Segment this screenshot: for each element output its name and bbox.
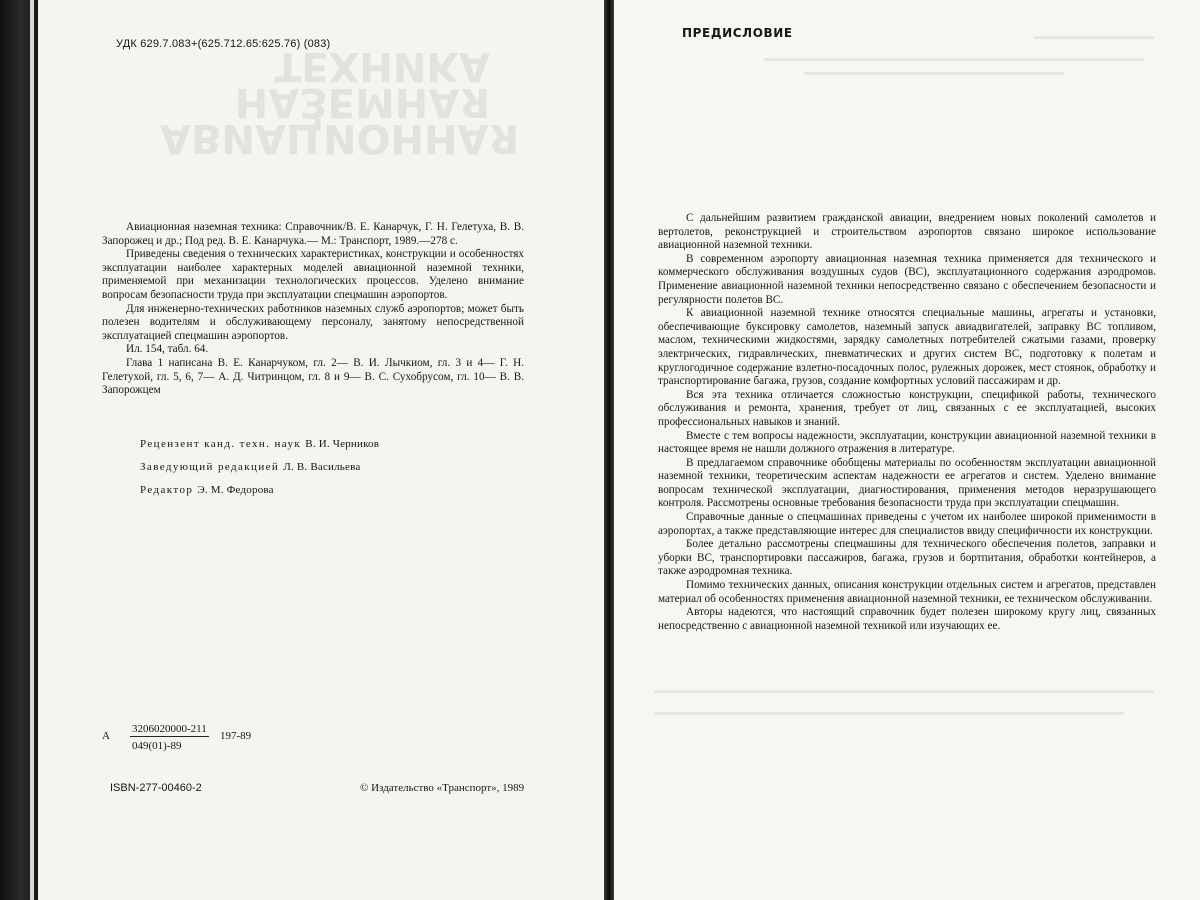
preface-paragraph: Вся эта техника отличается сложностью конструкции, спецификой работы, технического обслуживания и ремонта, хранения, требует от лиц, связанных с ее эксплуатацией, высоких профессиональных навыков и знаний. — [658, 388, 1156, 428]
show-through-line — [654, 690, 1154, 693]
show-through-line — [654, 712, 1124, 715]
show-through-line — [764, 58, 1144, 61]
page-stack-edge — [30, 0, 34, 900]
annotation-citation: Авиационная наземная техника: Справочник/В. Е. Канарчук, Г. Н. Гелетуха, В. В. Запорожец и др.; Под ред. В. Е. Канарчука.— М.: Транспорт, 1989.—278 с. — [102, 221, 524, 247]
catalog-suffix: 197-89 — [220, 730, 252, 742]
catalog-numerator: 3206020000-211 — [132, 723, 207, 735]
credit-managing-editor — [140, 461, 360, 473]
preface-heading: ПРЕДИСЛОВИЕ — [682, 26, 793, 40]
bibliographic-annotation — [102, 221, 524, 398]
credit-reviewer — [140, 438, 379, 450]
annotation-summary: Приведены сведения о технических характеристиках, конструкции и особенностях эксплуатации наиболее характерных моделей авиационной наземной техники, применяемой при механизации технологических процессов. Уделено внимание вопросам безопасности труда при эксплуатации спецмашин аэропортов. — [102, 248, 524, 301]
annotation-authorship: Глава 1 написана В. Е. Канарчуком, гл. 2— В. И. Лычкиом, гл. 3 и 4— Г. Н. Гелетухой, гл. 5, 6, 7— А. Д. Читринцом, гл. 8 и 9— В. С. Сухобрусом, гл. 10— В. В. Запорожцем — [102, 356, 524, 397]
preface-paragraph: Авторы надеются, что настоящий справочник будет полезен широкому кругу лиц, связанных непосредственно с авиационной наземной техникой или изучающих ее. — [658, 606, 1156, 632]
preface-paragraph: С дальнейшим развитием гражданской авиации, внедрением новых поколений самолетов и вертолетов, реконструкцией и строительством аэропортов связано широкое использование авиационной наземной техники. — [658, 212, 1156, 252]
annotation-audience: Для инженерно-технических работников наземных служб аэропортов; может быть полезен водителям и обслуживающему персоналу, занятому непосредственной эксплуатацией спецмашин аэропортов. — [102, 302, 524, 342]
credit-role: Редактор — [140, 484, 194, 496]
copyright-notice: © Издательство «Транспорт», 1989 — [360, 782, 525, 794]
left-page — [38, 0, 604, 900]
isbn: ISBN-277-00460-2 — [110, 782, 202, 794]
catalog-letter: А — [102, 730, 110, 742]
show-through-cover-title: АВИАЦИОННАЯ НАЗЕМНАЯ ТЕХНИКА — [160, 43, 520, 161]
show-through-line — [1034, 36, 1154, 39]
book-spine — [604, 0, 614, 900]
credit-role: Рецензент канд. техн. наук — [140, 438, 302, 450]
preface-paragraph: Помимо технических данных, описания конструкции отдельных систем и агрегатов, представлен материал об особенностях применения авиационной наземной техники, ее техническом обслуживании. — [658, 579, 1156, 605]
preface-paragraph: В предлагаемом справочнике обобщены материалы по особенностям эксплуатации авиационной наземной техники, теоретическим аспектам надежности ее агрегатов и систем. Уделено внимание вопросам технической эксплуатации, диагностирования, применения методов неразрушающего контроля. Рассмотрены основные требования безопасности труда при эксплуатации спецмашин. — [658, 456, 1156, 510]
catalog-denominator: 049(01)-89 — [132, 740, 182, 752]
preface-paragraph: В современном аэропорту авиационная наземная техника применяется для технического и коммерческого обслуживания воздушных судов (ВС), эксплуатационного содержания аэродромов. Применение авиационной наземной техники непосредственно связано с обеспечением безопасности и регулярности полетов ВС. — [658, 252, 1156, 306]
preface-body — [658, 212, 1156, 633]
preface-paragraph: Справочные данные о спецмашинах приведены с учетом их наиболее широкой применимости в аэропортах, а также представляющие интерес для специалистов ввиду специфичности их конструкции. — [658, 511, 1156, 537]
right-page — [614, 0, 1200, 900]
preface-paragraph: Более детально рассмотрены спецмашины для технического обеспечения полетов, заправки и уборки ВС, транспортировки пассажиров, багажа, грузов и бортпитания, обработки контейнеров, а также аэродромная техника. — [658, 538, 1156, 578]
credit-name: Э. М. Федорова — [197, 484, 274, 496]
credit-role: Заведующий редакцией — [140, 461, 280, 473]
credit-name: В. И. Черников — [305, 438, 380, 450]
show-through-line — [804, 72, 1064, 75]
credit-name: Л. В. Васильева — [283, 461, 361, 473]
udk-code: УДК 629.7.083+(625.712.65:625.76) (083) — [116, 38, 331, 50]
preface-paragraph: Вместе с тем вопросы надежности, эксплуатации, конструкции авиационной наземной техники в настоящее время не нашли должного отражения в литературе. — [658, 429, 1156, 456]
credit-editor — [140, 484, 274, 496]
annotation-figures: Ил. 154, табл. 64. — [126, 343, 209, 356]
preface-paragraph: К авиационной наземной технике относятся специальные машины, агрегаты и установки, обеспечивающие буксировку самолетов, наземный запуск авиадвигателей, заправку ВС топливом, маслом, техническими жидкостями, зарядку самолетных потребителей сжатыми газами, проверку электрических, гидравлических, пневматических и других систем ВС, подготовку к полетам и круглогодичное содержание взлетно-посадочных полос, рулежных дорожек, мест стоянок, обработку и транспортирование багажа, грузов, создание комфортных условий пассажирам и др. — [658, 307, 1156, 388]
